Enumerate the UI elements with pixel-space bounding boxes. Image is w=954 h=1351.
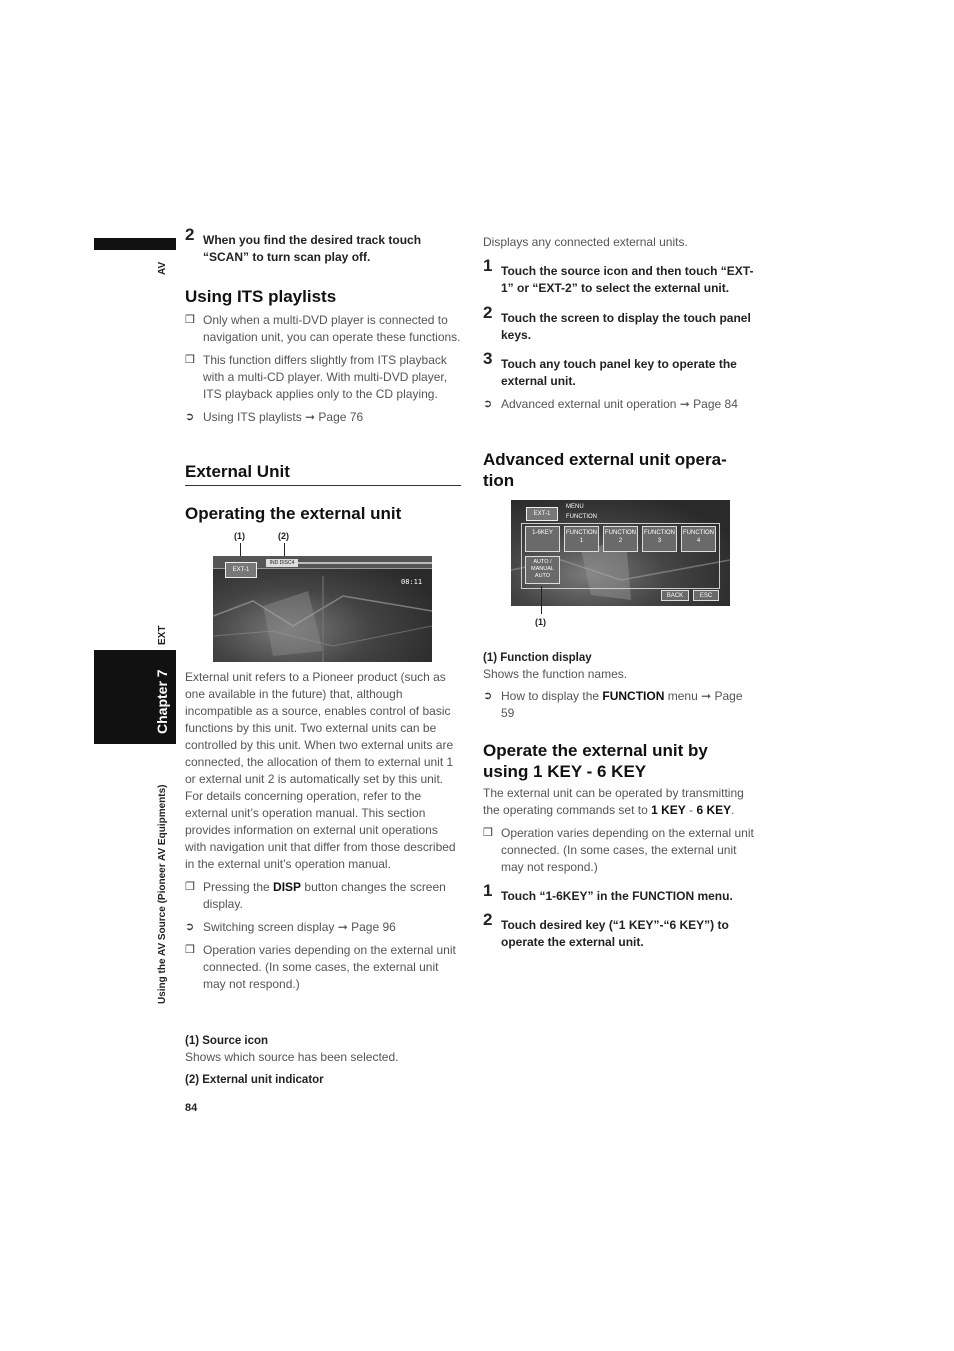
menu-label: MENU: [566, 504, 584, 510]
screen-illustration-function-menu: [511, 500, 730, 606]
figure-label-2: (2): [278, 531, 289, 541]
chapter-label: Chapter 7: [154, 669, 170, 734]
key-auto-manual[interactable]: AUTO / MANUAL AUTO: [525, 556, 560, 584]
sidebar-top-bar: [94, 238, 176, 250]
page-reference: ➲ How to display the FUNCTION menu ➞ Page 59: [483, 689, 743, 720]
sidebar-ext-label: EXT: [157, 625, 168, 645]
function-reference: [483, 688, 759, 722]
esc-button[interactable]: ESC: [693, 590, 719, 601]
legend-title: (1) Source icon: [185, 1035, 269, 1047]
leader-line: [541, 586, 542, 614]
sidebar-av-label: AV: [157, 261, 168, 275]
left-column: [185, 225, 461, 266]
paragraph: For details concerning operation, refer to the external unit’s operation manual. This section provides information on external unit operations with navigation unit that differ from those described in the external unit’s operation manual.: [185, 789, 456, 871]
figure-label-1: (1): [234, 531, 245, 541]
note-item: ❒ Operation varies depending on the external unit connected. (In some cases, the external unit may not respond.): [483, 826, 754, 874]
function-label: FUNCTION: [566, 514, 597, 520]
heading-line: tion: [483, 471, 515, 490]
indicator-track: [298, 562, 432, 564]
steps-list: [483, 256, 759, 413]
key-function-2[interactable]: FUNCTION 2: [603, 526, 638, 552]
legend-title: (1) Function display: [483, 652, 592, 664]
heading-line: Operate the external unit by: [483, 741, 708, 760]
section-running-title: Using the AV Source (Pioneer AV Equipments): [157, 784, 168, 1004]
heading-line: Advanced external unit opera-: [483, 450, 727, 469]
note-item: ❒ Only when a multi-DVD player is connected to navigation unit, you can operate these functions.: [185, 313, 461, 344]
legend-description: Shows the function names.: [483, 667, 628, 681]
step-2: [483, 303, 759, 344]
step-1: [483, 881, 759, 905]
back-button[interactable]: BACK: [661, 590, 689, 601]
page-reference: ➲ Using ITS playlists ➞ Page 76: [185, 410, 364, 424]
step-2: [185, 225, 461, 266]
step-number: 1: [483, 881, 493, 900]
step-1: [483, 256, 759, 297]
step-text: Touch “1-6KEY” in the FUNCTION menu.: [501, 889, 733, 903]
external-unit-indicator: IND DISC4: [266, 559, 298, 567]
heading-line: using 1 KEY - 6 KEY: [483, 762, 647, 781]
key-function-1[interactable]: FUNCTION 1: [564, 526, 599, 552]
step-number: 2: [185, 225, 195, 244]
its-notes: [185, 312, 461, 426]
legend-external-unit-indicator: [185, 1073, 461, 1088]
section-rule: [185, 485, 461, 486]
advanced-heading: [483, 449, 759, 491]
screen-illustration-external-unit: [213, 556, 432, 662]
step-text: Touch the screen to display the touch panel keys.: [501, 311, 751, 342]
step-text: When you find the desired track touch “SCAN” to turn scan play off.: [203, 233, 422, 264]
key-operation-body: [483, 785, 759, 951]
key-function-3[interactable]: FUNCTION 3: [642, 526, 677, 552]
page-number: 84: [185, 1102, 198, 1114]
note-item: ❒ Pressing the DISP button changes the screen display.: [185, 880, 446, 911]
legend-function-display: [483, 651, 759, 682]
ext-source-icon[interactable]: EXT-1: [526, 507, 558, 521]
paragraph: The external unit can be operated by transmitting the operating commands set to 1 KEY - 6 KEY.: [483, 786, 744, 817]
step-text: Touch desired key (“1 KEY”-“6 KEY”) to operate the external unit.: [501, 918, 729, 949]
legend-title: (2) External unit indicator: [185, 1074, 324, 1086]
note-item: ❒ This function differs slightly from ITS playback with a multi-CD player. With multi-DVD player, ITS playback applies only to the CD playing.: [185, 353, 448, 401]
page-reference: ➲ Switching screen display ➞ Page 96: [185, 920, 396, 934]
figure-label-1: (1): [535, 617, 546, 627]
step-text: Touch any touch panel key to operate the external unit.: [501, 357, 737, 388]
step-text: Touch the source icon and then touch “EXT-1” or “EXT-2” to select the external unit.: [501, 264, 754, 295]
external-unit-description: [185, 669, 461, 993]
clock-readout: 08:11: [401, 578, 423, 586]
its-heading: Using ITS playlists: [185, 287, 337, 306]
legend-source-icon: [185, 1034, 461, 1065]
page-reference: ➲ Advanced external unit operation ➞ Page 84: [483, 397, 738, 411]
section-heading: External Unit: [185, 462, 290, 481]
step-number: 2: [483, 303, 493, 322]
paragraph: External unit refers to a Pioneer product (such as one available in the future) that, although incompatible as a source, enables control of basic functions by this unit. Two external units can be controlled by this unit. When two external units are connected, the allocation of them to external unit 1 or external unit 2 is automatically set by this unit.: [185, 670, 454, 786]
intro-text: Displays any connected external units.: [483, 235, 688, 249]
key-operation-heading: [483, 740, 759, 782]
legend-description: Shows which source has been selected.: [185, 1050, 399, 1064]
operating-heading: Operating the external unit: [185, 504, 402, 523]
step-number: 2: [483, 910, 493, 929]
key-1-6key[interactable]: 1-6KEY: [525, 526, 560, 552]
step-number: 1: [483, 256, 493, 275]
step-number: 3: [483, 349, 493, 368]
source-icon[interactable]: EXT-1: [225, 562, 257, 578]
note-item: ❒ Operation varies depending on the external unit connected. (In some cases, the external unit may not respond.): [185, 943, 456, 991]
step-3: [483, 349, 759, 390]
key-function-4[interactable]: FUNCTION 4: [681, 526, 716, 552]
step-2: [483, 910, 759, 951]
